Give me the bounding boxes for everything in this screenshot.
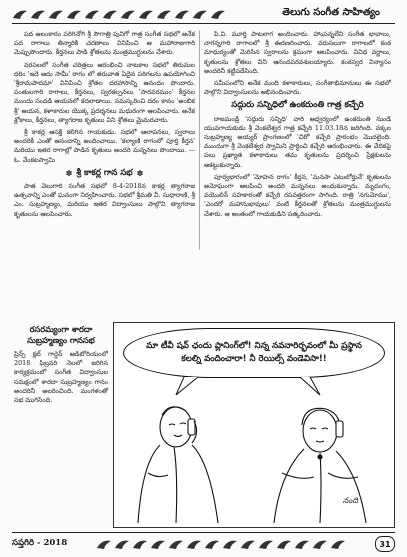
leaf-ornament-icon bbox=[330, 538, 346, 550]
section-heading bbox=[14, 324, 108, 346]
leaf-ornament-icon bbox=[294, 538, 310, 550]
leaf-ornament-icon bbox=[156, 8, 172, 20]
paragraph: సమీపంలోని అనేక మంది కళాకారులు, సంగీతాభిమానులు ఈ సభలో పాల్గొని విద్వాంసులను అభినందించారు. bbox=[204, 79, 391, 97]
left-lower-column bbox=[14, 320, 108, 405]
leaf-ornament-icon bbox=[186, 538, 202, 550]
leaf-ornament-icon bbox=[48, 8, 64, 20]
right-column bbox=[204, 30, 391, 222]
leaf-ornament-icon bbox=[84, 8, 100, 20]
running-head: తెలుగు సంగీత సాహిత్యం bbox=[279, 6, 383, 20]
leaf-ornament-icon bbox=[12, 8, 28, 20]
leaf-ornament-icon bbox=[66, 8, 82, 20]
leaf-ornament-icon bbox=[102, 8, 118, 20]
section-heading-text: సద్గురు సన్నిధిలో ఉంకరుంతి గాత్ర కచ్చేరి bbox=[231, 100, 364, 111]
leaf-ornament-icon bbox=[240, 538, 256, 550]
leaf-ornament-icon bbox=[150, 538, 166, 550]
leaf-ornament-icon bbox=[114, 538, 130, 550]
artist-signature: నంది bbox=[342, 496, 358, 505]
section-heading-text: శ్రీ కాకర్ల గాన సభ bbox=[76, 167, 133, 178]
leaf-ornament-icon bbox=[276, 538, 292, 550]
paragraph: పద ఆలంకారం పరిగినోగి శ్రీ సౌగాత్రి పునిగో గాత్ర సంగీత సభలో అనేక పద రాగాలు తిన్మారికి చరణాలు వినిపించి ఆ మహారాజుగారి మెప్పుపొందారు. కీర్తనలు పాడి శ్రోతలను మంత్రముగ్ధులను చేశారు. bbox=[14, 30, 195, 57]
section-heading bbox=[204, 101, 391, 110]
magazine-name: సప్తగిరి - 2018 bbox=[12, 538, 68, 548]
leaf-ornament-icon bbox=[258, 538, 274, 550]
star-icon: ✽ bbox=[136, 168, 144, 178]
paragraph: పి.వి. మూర్తి పాటలాగ అందించారు. హాంపన్నలేని సంగీత భావాలు, నాగన్నగారి రాగాలలో శ్రీ ఈరణరించారు. వరుసలుగా రాగాలలో కంఠ మాధుర్యంతో మెరిసిన స్వరాలను క్రమంగా ఆలపించారు. వివిధ వర్ణాలు, కృతులను శ్రోతలు విని ఆనందపరవశులయ్యారు. కంఠస్వర విన్యాసం అందరినీ కట్టిపడేసింది. bbox=[204, 30, 391, 75]
leaf-ornament-icon bbox=[204, 538, 220, 550]
paragraph: పాత వెలుగారి సంగీత సభలో 8-4-2018న కాకర్ల త్యాగరాజ ఉత్సవాన్ని ఎంతో ఘనంగా నిర్వహించారు. సభలో శ్రీమతి వీ. సుధారాణి, శ్రీ ఎం. సుబ్రహ్మణ్యం, మరియు ఇతర విద్వాంసులు పాల్గొని త్యాగరాజ కృతులను ఆలపించారు. bbox=[14, 182, 195, 218]
leaf-ornament-icon bbox=[132, 538, 148, 550]
man-figure bbox=[138, 407, 218, 523]
footer-rule bbox=[12, 532, 395, 533]
speech-bubble: మా టీవీ షవ్ ఛందు ప్లానింగ్‌లో! నిన్న నవనారిర్భవంలో మీ ప్రస్థాన కలల్ని వందించారా! నీ రెయిల్స్ వండెవిసా!! bbox=[123, 328, 385, 378]
leaf-ornament-icon bbox=[30, 8, 46, 20]
leaf-ornament-icon bbox=[120, 8, 136, 20]
leaf-ornament-icon bbox=[174, 8, 190, 20]
ornament-row-left bbox=[12, 8, 226, 20]
paragraph: వరసలలో సంగీత చరిత్రలు ఆరంభించి నాటకాల సభలో తిరుమల దరిం 'ఇదె ఆదు సామీ' రాగం లో తరువాత ఏదైన పరిగలను ఉపయోగించి 'శ్రీరామపాదమా' వినిపించి శ్రోతల దరహాసాన్ని ఆనందం పొందారు. పంతులగారి రాగాలు, కీర్తనలు, స్వరకల్పనలు 'సారవరముం' కీర్తనల ముందు సందడి ఆయనలో కదలాడాయి. నమస్కరించి దరం కానం 'అంబిక శ్రీ' ఆయన, కళాకారుల యొక్క ప్రదర్శనలు మధురంగా ఆలపించారు. అనేక శ్లోకాలు, కీర్తనలు, త్యాగరాజ కృతులు విని శ్రోతలు మైమరచారు. bbox=[14, 60, 195, 124]
section-heading bbox=[14, 169, 195, 178]
left-column bbox=[14, 30, 195, 222]
paragraph: శ్రీ కాకర్ల ఆసక్తి కలిగిన గాయకుడు. సభలో ఆలాపనలు, స్వరాలు అందరికీ ఎంతో ఆనందాన్ని అందించాయి. 'కల్యాణి రాగంలో పూర్తి కీర్తన' మరియు ఇతర రాగాల్లో పాడిన కృతులు అందరి మన్ననలు పొందాయి. — ఓ. వేంకటస్వామి bbox=[14, 128, 195, 164]
cartoon-panel bbox=[113, 322, 395, 528]
page-number: 31 bbox=[375, 536, 395, 552]
leaf-ornament-icon bbox=[210, 8, 226, 20]
top-rule bbox=[12, 23, 395, 24]
paragraph: పూర్వభాగంలో 'మోహన రాగం' కీర్తన, 'మనసా ఎటులోర్తునే' కృతులను అమోఘంగా ఆలపించి అందరి మన్ననలు అందుకున్నారు. మృదంగం, వయొలిన్ సహకారంతో కచ్చేరి రసవత్తరంగా సాగింది. రాత్రి 'నగుమోము', 'ఎందరో మహానుభావులు' వంటి కీర్తనలతో శ్రోతలను మంత్రముగ్ధులను చేశారు. ఆ అంతంలో గాయకుడిని సత్కరించారు. bbox=[204, 172, 391, 218]
leaf-ornament-icon bbox=[312, 538, 328, 550]
star-icon: ✽ bbox=[65, 168, 73, 178]
leaf-ornament-icon bbox=[222, 538, 238, 550]
leaf-ornament-icon bbox=[192, 8, 208, 20]
section-heading-text: రసరమ్యంగా శారదా సుబ్రహ్మణ్యం గానసభ bbox=[27, 324, 95, 345]
paragraph: రాజమండ్రి 'సద్గురు సన్నిధి' వారి ఆధ్వర్యంలో ఉంకరుంతి నుండి యువగాయకుడు శ్రీ వెంకటేశ్వర గాత్ర కచ్చేరి 11.03.18న జరిగింది. వక్కల సుబ్రహ్మణ్య అయ్యర్ ప్రాంగణంలో 'చిరో' కచ్చేరి ప్రారంభం మొదలైంది. ముందుగా శ్రీ వెంకటేశ్వర స్వామిని ప్రార్థించి కచ్చేరి ఆరంభించారు. ఈ వేదికపై పలు ప్రఖ్యాత కళాకారులు తమ కృతులను ప్రదర్శించి ప్రేక్షకులను ఆకట్టుకున్నారు. bbox=[204, 114, 391, 169]
paragraph: ప్రిన్స్ క్లబ్ గార్డెన్ ఆడిటోరియంలో 2018 ఫిబ్రవరి నెలలో జరిగిన కార్యక్రమంలో సంగీత విద్వాంసుల సమక్షంలో శారదా సుబ్రహ్మణ్యం గానం అందరినీ అలరించింది. మంగళంతో సభ ముగిసింది. bbox=[14, 350, 108, 405]
leaf-ornament-icon bbox=[168, 538, 184, 550]
footer bbox=[12, 535, 395, 553]
column-divider bbox=[199, 30, 200, 250]
footer-ornament-row bbox=[96, 538, 346, 550]
leaf-ornament-icon bbox=[138, 8, 154, 20]
leaf-ornament-icon bbox=[96, 538, 112, 550]
